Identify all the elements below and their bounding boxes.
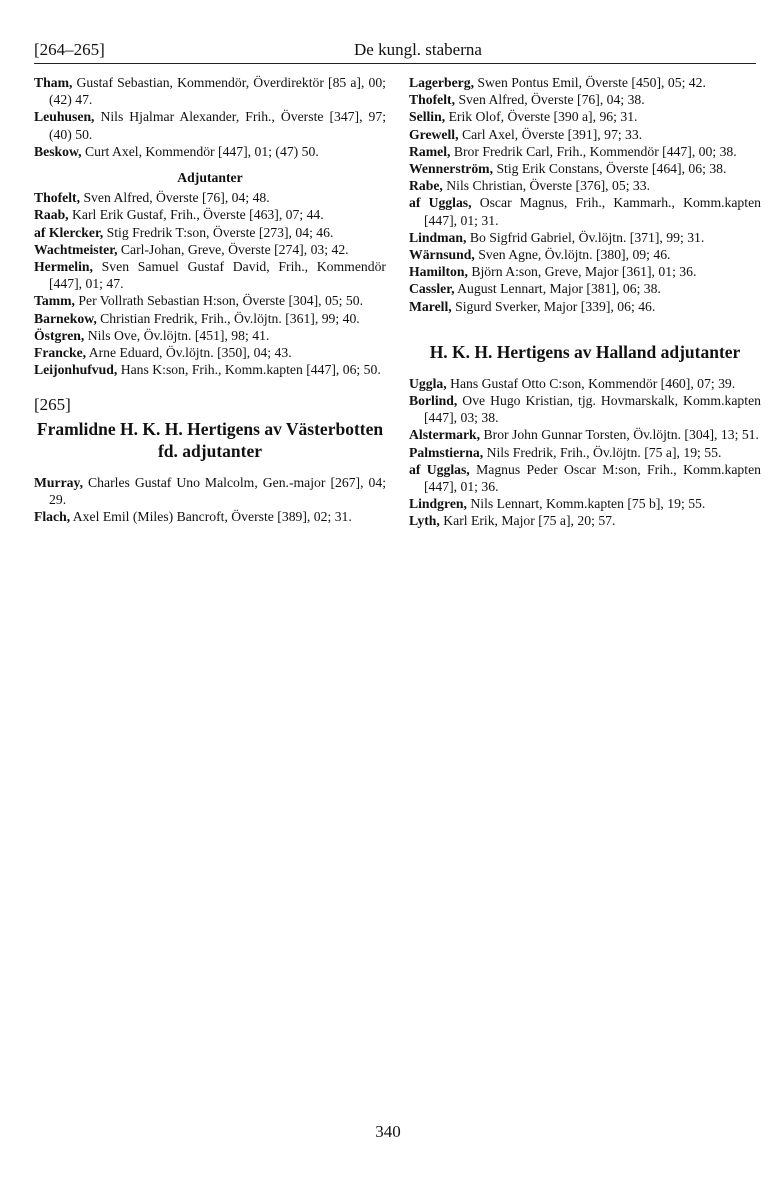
right-entries-section: [409, 375, 761, 530]
list-item: [34, 310, 386, 327]
entry-details: Nils Fredrik, Frih., Öv.löjtn. [75 a], 19; 55.: [483, 444, 722, 460]
entry-name: Wärnsund,: [409, 247, 475, 263]
section-number: [265]: [34, 395, 71, 415]
entry-details: Karl Erik Gustaf, Frih., Överste [463], 07; 44.: [68, 207, 324, 223]
list-item: [409, 263, 761, 280]
entry-name: Raab,: [34, 207, 69, 223]
list-item: [409, 74, 761, 91]
entry-name: Barnekow,: [34, 310, 97, 326]
entry-details: Bror Fredrik Carl, Frih., Kommendör [447], 00; 38.: [450, 143, 737, 159]
entry-details: Swen Pontus Emil, Överste [450], 05; 42.: [474, 75, 706, 90]
list-item: [34, 508, 386, 525]
list-item: [34, 224, 386, 241]
left-entries-adjutanter: [34, 189, 386, 378]
entry-name: Tamm,: [34, 293, 75, 309]
entry-details: Nils Ove, Öv.löjtn. [451], 98; 41.: [84, 327, 270, 343]
entry-details: Axel Emil (Miles) Bancroft, Överste [389], 02; 31.: [70, 509, 352, 525]
entry-details: Bror John Gunnar Torsten, Öv.löjtn. [304], 13; 51.: [480, 427, 759, 443]
entry-name: Rabe,: [409, 178, 443, 194]
entry-name: Thofelt,: [34, 190, 81, 206]
entry-name: Uggla,: [409, 375, 447, 391]
entry-details: Björn A:son, Greve, Major [361], 01; 36.: [467, 264, 697, 280]
entry-details: Sven Samuel Gustaf David, Frih., Kommendör [447], 01; 47.: [49, 259, 386, 292]
entry-details: Sven Alfred, Överste [76], 04; 38.: [455, 92, 645, 108]
list-item: [34, 327, 386, 344]
entry-name: Flach,: [34, 509, 71, 525]
entry-details: Hans Gustaf Otto C:son, Kommendör [460], 07; 39.: [446, 375, 736, 391]
entry-details: Bo Sigfrid Gabriel, Öv.löjtn. [371], 99; 31.: [466, 229, 705, 245]
page-header: [34, 38, 754, 64]
left-column: [34, 74, 386, 525]
list-item: [409, 160, 761, 177]
entry-details: Hans K:son, Frih., Komm.kapten [447], 06; 50.: [117, 362, 381, 378]
entry-details: Carl Axel, Överste [391], 97; 33.: [458, 126, 643, 142]
list-item: [409, 177, 761, 194]
entry-details: Gustaf Sebastian, Kommendör, Överdirektör [85 a], 00; (42) 47.: [49, 75, 386, 108]
entry-details: Oscar Magnus, Frih., Kammarh., Komm.kapten [447], 01; 31.: [424, 195, 762, 228]
list-item: [34, 258, 386, 292]
list-item: [34, 292, 386, 309]
entry-details: Nils Christian, Överste [376], 05; 33.: [442, 178, 651, 194]
entry-details: Ove Hugo Kristian, tjg. Hovmarskalk, Komm.kapten [447], 03; 38.: [424, 393, 761, 426]
entry-name: Alstermark,: [409, 427, 481, 443]
entry-details: Sven Alfred, Överste [76], 04; 48.: [80, 190, 270, 206]
adjutanter-heading: Adjutanter: [177, 170, 243, 186]
entry-name: Marell,: [409, 298, 452, 314]
entry-name: Thofelt,: [409, 92, 456, 108]
list-item: [409, 392, 761, 426]
entry-details: Stig Erik Constans, Överste [464], 06; 38.: [493, 161, 727, 177]
right-column: [409, 74, 761, 530]
entry-name: Grewell,: [409, 126, 459, 142]
entry-details: August Lennart, Major [381], 06; 38.: [454, 281, 661, 297]
list-item: [34, 206, 386, 223]
entry-name: Tham,: [34, 75, 73, 90]
entry-name: Ramel,: [409, 143, 451, 159]
list-item: [409, 108, 761, 125]
list-item: [34, 74, 386, 108]
list-item: [409, 143, 761, 160]
list-item: [409, 91, 761, 108]
entry-name: Leuhusen,: [34, 109, 95, 125]
entry-details: Nils Lennart, Komm.kapten [75 b], 19; 55.: [466, 496, 706, 512]
entry-details: Erik Olof, Överste [390 a], 96; 31.: [445, 109, 638, 125]
entry-details: Christian Fredrik, Frih., Öv.löjtn. [361], 99; 40.: [96, 310, 360, 326]
entry-name: Palmstierna,: [409, 444, 484, 460]
list-item: [409, 280, 761, 297]
entry-name: Beskow,: [34, 143, 82, 159]
entry-details: Carl-Johan, Greve, Överste [274], 03; 42.: [117, 241, 349, 257]
left-entries-top: [34, 74, 386, 160]
entry-details: Nils Hjalmar Alexander, Frih., Överste [347], 97; (40) 50.: [49, 109, 386, 142]
entry-name: Lindgren,: [409, 496, 467, 512]
entry-name: Francke,: [34, 345, 87, 361]
list-item: [409, 512, 761, 529]
entry-details: Karl Erik, Major [75 a], 20; 57.: [439, 513, 616, 529]
section-title-vasterbotten: Framlidne H. K. H. Hertigens av Västerbotten fd. adjutanter: [36, 418, 384, 461]
entry-name: Cassler,: [409, 281, 455, 297]
section-title-halland: H. K. H. Hertigens av Halland adjutanter: [429, 341, 741, 362]
list-item: [409, 194, 761, 228]
list-item: [409, 444, 761, 461]
entry-details: Stig Fredrik T:son, Överste [273], 04; 46.: [103, 224, 334, 240]
entry-name: Leijonhufvud,: [34, 362, 118, 378]
left-entries-section: [34, 474, 386, 526]
list-item: [34, 108, 386, 142]
list-item: [34, 241, 386, 258]
list-item: [34, 344, 386, 361]
list-item: [409, 229, 761, 246]
list-item: [34, 361, 386, 378]
list-item: [409, 495, 761, 512]
entry-name: af Ugglas,: [409, 461, 470, 477]
list-item: [409, 461, 761, 495]
header-range: [264–265]: [34, 40, 105, 59]
entry-details: Per Vollrath Sebastian H:son, Överste [304], 05; 50.: [74, 293, 363, 309]
page-number: 340: [375, 1122, 401, 1141]
list-item: [409, 375, 761, 392]
entry-name: Östgren,: [34, 327, 85, 343]
entry-details: Charles Gustaf Uno Malcolm, Gen.-major [267], 04; 29.: [49, 474, 386, 507]
list-item: [34, 474, 386, 508]
entry-details: Arne Eduard, Öv.löjtn. [350], 04; 43.: [86, 345, 292, 361]
entry-name: Wachtmeister,: [34, 241, 118, 257]
entry-name: af Ugglas,: [409, 195, 472, 211]
list-item: [409, 126, 761, 143]
list-item: [34, 143, 386, 160]
list-item: [409, 426, 761, 443]
entry-name: Wennerström,: [409, 161, 494, 177]
header-title: De kungl. staberna: [354, 40, 482, 59]
entry-name: Hermelin,: [34, 259, 93, 275]
entry-name: Lagerberg,: [409, 75, 474, 90]
list-item: [409, 298, 761, 315]
list-item: [409, 246, 761, 263]
entry-name: Murray,: [34, 474, 84, 490]
entry-name: Borlind,: [409, 393, 458, 409]
entry-name: Lindman,: [409, 229, 467, 245]
entry-name: af Klercker,: [34, 224, 104, 240]
entry-details: Curt Axel, Kommendör [447], 01; (47) 50.: [81, 143, 319, 159]
entry-details: Magnus Peder Oscar M:son, Frih., Komm.kapten [447], 01; 36.: [424, 461, 761, 495]
list-item: [34, 189, 386, 206]
entry-name: Sellin,: [409, 109, 446, 125]
entry-details: Sigurd Sverker, Major [339], 06; 46.: [451, 298, 656, 314]
header-rule: [34, 63, 756, 64]
entry-name: Lyth,: [409, 513, 440, 529]
entry-details: Sven Agne, Öv.löjtn. [380], 09; 46.: [474, 247, 671, 263]
right-entries-top: [409, 74, 761, 315]
entry-name: Hamilton,: [409, 264, 468, 280]
